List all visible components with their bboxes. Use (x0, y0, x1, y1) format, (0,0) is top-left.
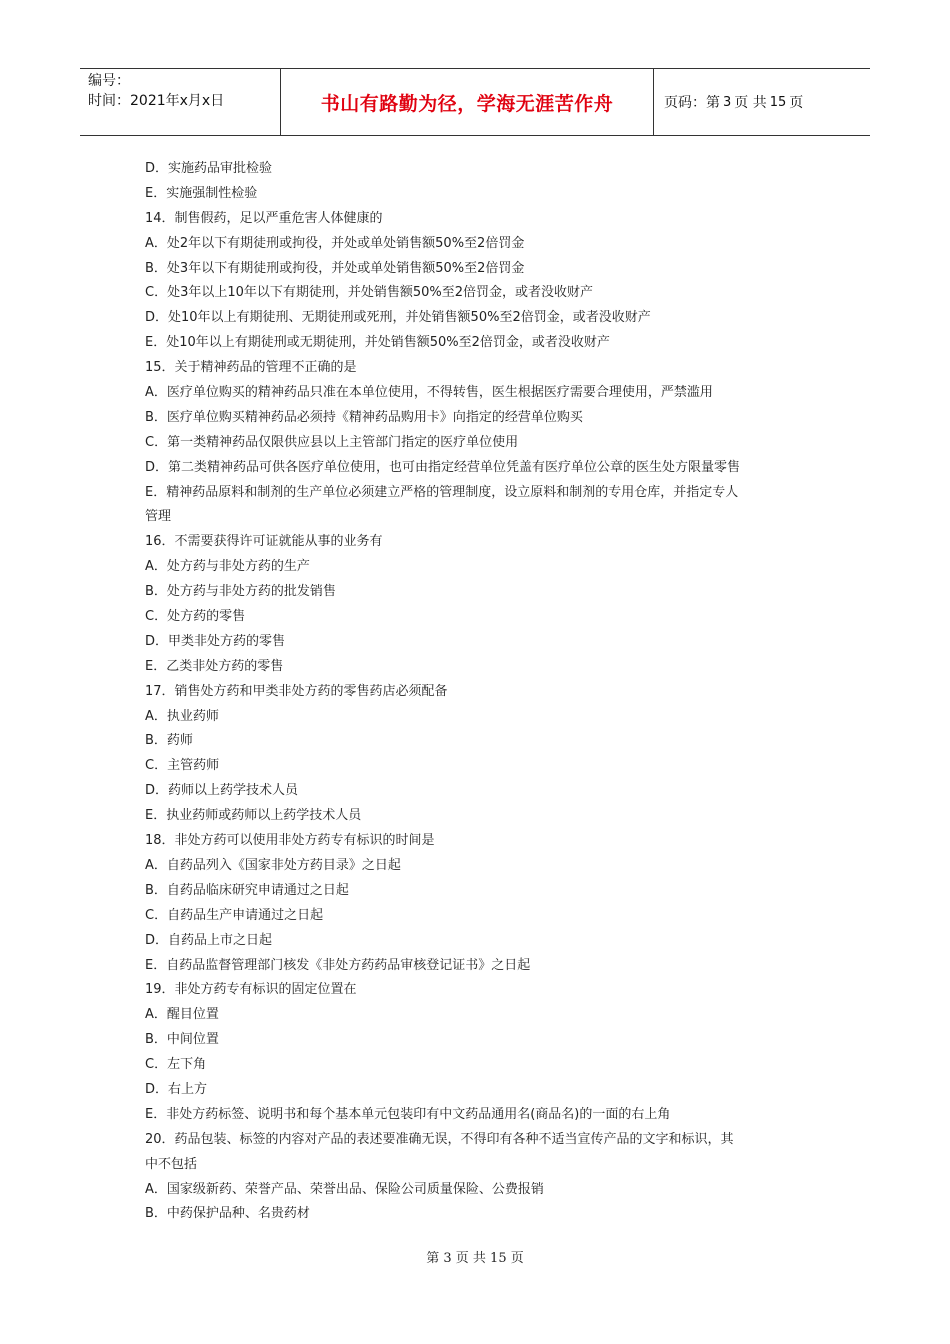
text-line: A．醒目位置 (145, 1007, 219, 1023)
text-line: B．自药品临床研究申请通过之日起 (145, 882, 349, 898)
text-line: D．自药品上市之日起 (145, 932, 273, 948)
text-line: C．处3年以上10年以下有期徒刑，并处销售额50%至2倍罚金，或者没收财产 (145, 285, 594, 301)
text-line: 15．关于精神药品的管理不正确的是 (145, 360, 357, 376)
text-line: A．国家级新药、荣誉产品、荣誉出品、保险公司质量保险、公费报销 (145, 1181, 544, 1197)
text-line: C．主管药师 (145, 758, 220, 774)
text-line: C．左下角 (145, 1057, 207, 1073)
header-motto-cell (281, 69, 654, 135)
text-line: C．处方药的零售 (145, 609, 246, 625)
text-line: D．处10年以上有期徒刑、无期徒刑或死刑，并处销售额50%至2倍罚金，或者没收财产 (145, 310, 651, 326)
text-line: 16．不需要获得许可证就能从事的业务有 (145, 534, 383, 550)
text-line: D．右上方 (145, 1081, 208, 1097)
text-line: B．处方药与非处方药的批发销售 (145, 584, 336, 600)
page-total-number: 15 (769, 94, 787, 110)
text-line: D．药师以上药学技术人员 (145, 783, 299, 799)
text-line: E．精神药品原料和制剂的生产单位必须建立严格的管理制度，设立原料和制剂的专用仓库，并指定专人 (145, 484, 739, 500)
document-date-label: 时间：2021年x月x日 (88, 93, 225, 109)
page-footer: 第 3 页 共 15 页 (426, 1251, 524, 1266)
text-line: A．处方药与非处方药的生产 (145, 559, 310, 575)
document-number-label: 编号： (88, 73, 130, 89)
text-line: B．医疗单位购买精神药品必须持《精神药品购用卡》向指定的经营单位购买 (145, 409, 583, 425)
text-line: B．中药保护品种、名贵药材 (145, 1206, 310, 1222)
text-line: E．处10年以上有期徒刑或无期徒刑，并处销售额50%至2倍罚金，或者没收财产 (145, 335, 610, 351)
page-prefix: 页码：第 (664, 95, 720, 111)
text-line: A．执业药师 (145, 708, 219, 724)
text-line: C．第一类精神药品仅限供应县以上主管部门指定的医疗单位使用 (145, 434, 519, 450)
text-line: E．执业药师或药师以上药学技术人员 (145, 808, 362, 824)
text-line: 管理 (145, 509, 172, 525)
text-line: D．实施药品审批检验 (145, 161, 273, 176)
text-line: C．自药品生产申请通过之日起 (145, 907, 324, 923)
text-line: A．处2年以下有期徒刑或拘役，并处或单处销售额50%至2倍罚金 (145, 235, 525, 251)
text-line: 20．药品包装、标签的内容对产品的表述要准确无误，不得印有各种不适当宣传产品的文字和标识，其 (145, 1131, 734, 1147)
text-line: E．非处方药标签、说明书和每个基本单元包装印有中文药品通用名(商品名)的一面的右上角 (145, 1106, 671, 1122)
text-line: 14．制售假药，足以严重危害人体健康的 (145, 210, 383, 226)
page-mid: 页 共 (734, 95, 767, 111)
text-line: 19．非处方药专有标识的固定位置在 (145, 982, 357, 998)
header-info-cell (80, 69, 281, 135)
text-line: B．中间位置 (145, 1032, 219, 1048)
text-line: E．自药品监督管理部门核发《非处方药药品审核登记证书》之日起 (145, 957, 531, 973)
header-page-cell (654, 69, 870, 135)
text-line: D．甲类非处方药的零售 (145, 633, 286, 649)
text-line: 18．非处方药可以使用非处方药专有标识的时间是 (145, 833, 435, 849)
text-line: A．自药品列入《国家非处方药目录》之日起 (145, 857, 401, 873)
text-line: E．实施强制性检验 (145, 185, 258, 201)
text-line: E．乙类非处方药的零售 (145, 658, 284, 674)
header-motto: 书山有路勤为径，学海无涯苦作舟 (320, 92, 614, 115)
document-body (145, 157, 805, 1227)
text-line: 17．销售处方药和甲类非处方药的零售药店必须配备 (145, 683, 448, 699)
text-line: 中不包括 (145, 1156, 198, 1172)
text-line: B．药师 (145, 733, 193, 749)
text-line: B．处3年以下有期徒刑或拘役，并处或单处销售额50%至2倍罚金 (145, 260, 525, 276)
page-suffix: 页 (789, 95, 804, 111)
text-line: D．第二类精神药品可供各医疗单位使用，也可由指定经营单位凭盖有医疗单位公章的医生处方限量零售 (145, 459, 741, 475)
page-current-number: 3 (723, 94, 732, 110)
text-line: A．医疗单位购买的精神药品只准在本单位使用，不得转售，医生根据医疗需要合理使用，严禁滥用 (145, 385, 713, 401)
page-header (80, 68, 870, 136)
